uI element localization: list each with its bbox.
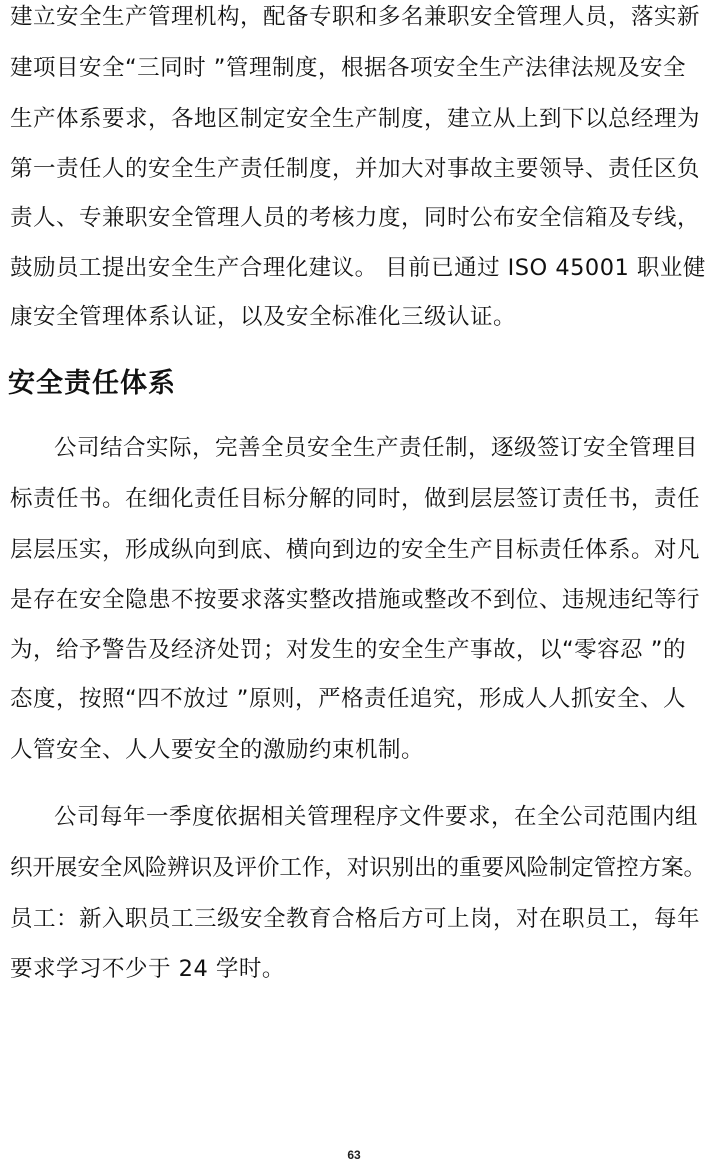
paragraph-line: 鼓励员工提出安全生产合理化建议。 目前已通过 ISO 45001 职业健 — [10, 255, 706, 281]
paragraph-line: 标责任书。在细化责任目标分解的同时，做到层层签订责任书，责任 — [10, 486, 701, 512]
paragraph-line: 态度，按照“四不放过 ”原则，严格责任追究，形成人人抓安全、人 — [10, 686, 686, 712]
paragraph-line: 织开展安全风险辨识及评价工作，对识别出的重要风险制定管控方案。 — [10, 855, 707, 881]
paragraph-line: 建立安全生产管理机构，配备专职和多名兼职安全管理人员，落实新 — [10, 4, 701, 30]
paragraph-line: 康安全管理体系认证，以及安全标准化三级认证。 — [10, 304, 517, 330]
paragraph-line: 要求学习不少于 24 学时。 — [10, 956, 285, 982]
paragraph-line: 第一责任人的安全生产责任制度，并加大对事故主要领导、责任区负 — [10, 156, 701, 182]
section-heading: 安全责任体系 — [8, 368, 176, 399]
paragraph-line: 公司每年一季度依据相关管理程序文件要求，在全公司范围内组 — [54, 804, 699, 830]
paragraph-line: 员工：新入职员工三级安全教育合格后方可上岗，对在职员工，每年 — [10, 906, 701, 932]
page-number: 63 — [347, 1148, 361, 1162]
paragraph-line: 为，给予警告及经济处罚；对发生的安全生产事故，以“零容忍 ”的 — [10, 637, 686, 663]
paragraph-line: 生产体系要求，各地区制定安全生产制度，建立从上到下以总经理为 — [10, 106, 701, 132]
paragraph-line: 人管安全、人人要安全的激励约束机制。 — [10, 737, 425, 763]
paragraph-line: 层层压实，形成纵向到底、横向到边的安全生产目标责任体系。对凡 — [10, 537, 701, 563]
paragraph-line: 建项目安全“三同时 ”管理制度，根据各项安全生产法律法规及安全 — [10, 55, 686, 81]
paragraph-line: 是存在安全隐患不按要求落实整改措施或整改不到位、违规违纪等行 — [10, 587, 701, 613]
paragraph-line: 责人、专兼职安全管理人员的考核力度，同时公布安全信箱及专线， — [10, 205, 701, 231]
paragraph-line: 公司结合实际，完善全员安全生产责任制，逐级签订安全管理目 — [54, 435, 699, 461]
